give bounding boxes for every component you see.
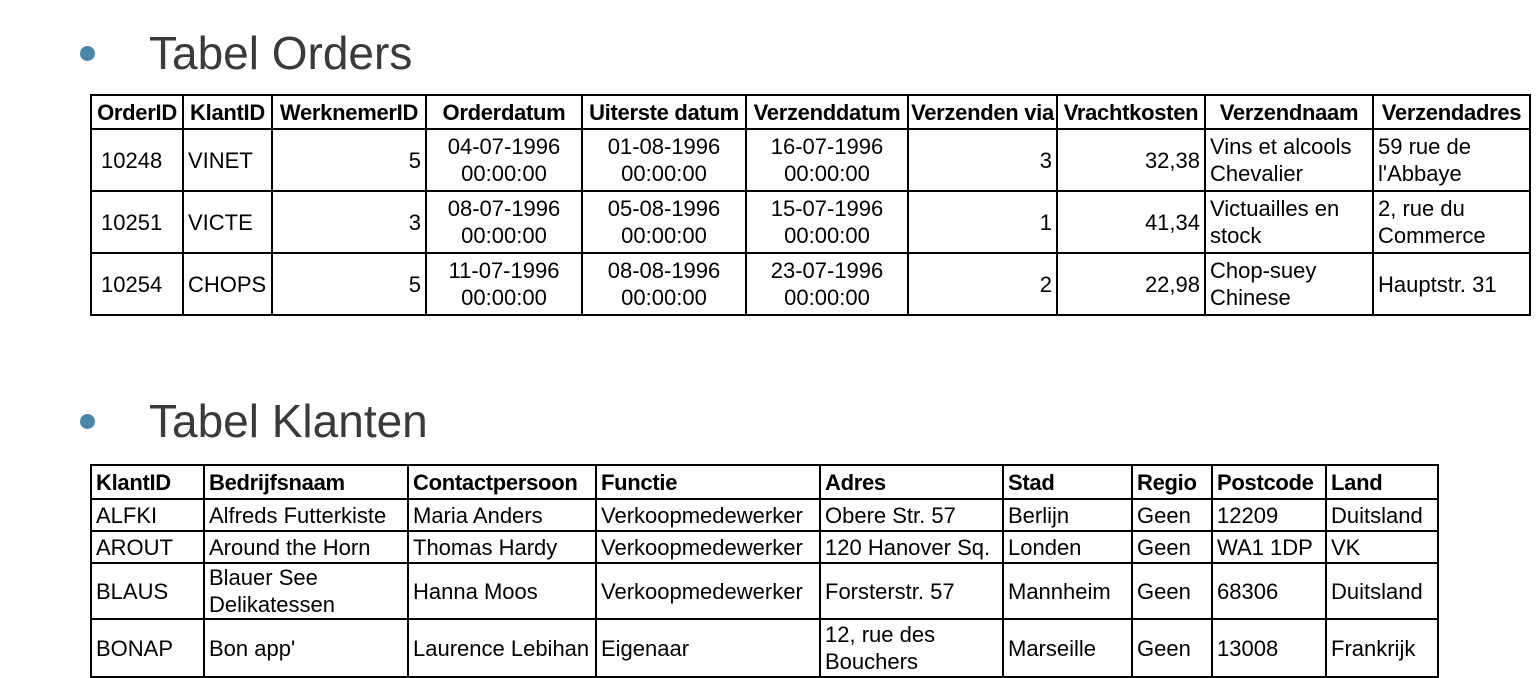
date-part: 04-07-1996 xyxy=(447,134,561,159)
cell-orderdatum xyxy=(426,253,582,315)
cell-land: Duitsland xyxy=(1326,563,1438,619)
cell-uiterste-datum xyxy=(582,253,746,315)
date-part: 05-08-1996 xyxy=(607,196,721,221)
date-part: 01-08-1996 xyxy=(607,134,721,159)
orders-table xyxy=(90,94,1531,316)
cell-verzendnaam: Victuailles en stock xyxy=(1205,191,1373,253)
col-header: Vrachtkosten xyxy=(1057,95,1205,129)
cell-order-id: 10248 xyxy=(91,129,183,191)
cell-vrachtkosten: 41,34 xyxy=(1057,191,1205,253)
cell-regio: Geen xyxy=(1132,499,1212,531)
cell-stad: Londen xyxy=(1003,531,1132,563)
cell-functie: Verkoopmedewerker xyxy=(596,563,820,619)
time-part: 00:00:00 xyxy=(461,223,547,248)
date-part: 08-08-1996 xyxy=(607,258,721,283)
cell-functie: Eigenaar xyxy=(596,619,820,677)
cell-werknemer-id: 5 xyxy=(272,129,426,191)
col-header: Orderdatum xyxy=(426,95,582,129)
cell-stad: Mannheim xyxy=(1003,563,1132,619)
cell-verzenden-via: 1 xyxy=(908,191,1057,253)
cell-werknemer-id: 5 xyxy=(272,253,426,315)
time-part: 00:00:00 xyxy=(784,223,870,248)
cell-verzenddatum xyxy=(746,191,908,253)
time-part: 00:00:00 xyxy=(621,285,707,310)
cell-bedrijfsnaam: Bon app' xyxy=(204,619,408,677)
cell-vrachtkosten: 22,98 xyxy=(1057,253,1205,315)
cell-klant-id: CHOPS xyxy=(183,253,272,315)
cell-contactpersoon: Thomas Hardy xyxy=(408,531,596,563)
time-part: 00:00:00 xyxy=(461,161,547,186)
date-part: 16-07-1996 xyxy=(770,134,884,159)
cell-contactpersoon: Hanna Moos xyxy=(408,563,596,619)
cell-land: VK xyxy=(1326,531,1438,563)
table-row xyxy=(91,531,1438,563)
col-header: Stad xyxy=(1003,465,1132,499)
col-header: Contactpersoon xyxy=(408,465,596,499)
cell-stad: Marseille xyxy=(1003,619,1132,677)
cell-bedrijfsnaam: Alfreds Futterkiste xyxy=(204,499,408,531)
cell-contactpersoon: Laurence Lebihan xyxy=(408,619,596,677)
col-header: Bedrijfsnaam xyxy=(204,465,408,499)
time-part: 00:00:00 xyxy=(461,285,547,310)
col-header: Verzenden via xyxy=(908,95,1057,129)
cell-postcode: 12209 xyxy=(1212,499,1326,531)
col-header: Adres xyxy=(820,465,1003,499)
cell-klant-id: ALFKI xyxy=(91,499,204,531)
cell-verzenddatum xyxy=(746,253,908,315)
col-header: Land xyxy=(1326,465,1438,499)
klanten-table xyxy=(90,464,1439,678)
table-row xyxy=(91,563,1438,619)
cell-land: Frankrijk xyxy=(1326,619,1438,677)
cell-klant-id: BONAP xyxy=(91,619,204,677)
bullet-icon xyxy=(80,46,95,61)
col-header: Functie xyxy=(596,465,820,499)
date-part: 11-07-1996 xyxy=(448,258,560,283)
cell-uiterste-datum xyxy=(582,129,746,191)
cell-verzendnaam: Chop-suey Chinese xyxy=(1205,253,1373,315)
orders-header-row xyxy=(91,95,1530,129)
cell-verzenden-via: 2 xyxy=(908,253,1057,315)
table-row xyxy=(91,253,1530,315)
cell-functie: Verkoopmedewerker xyxy=(596,531,820,563)
col-header: OrderID xyxy=(91,95,183,129)
cell-werknemer-id: 3 xyxy=(272,191,426,253)
cell-uiterste-datum xyxy=(582,191,746,253)
cell-verzendadres: 59 rue de l'Abbaye xyxy=(1373,129,1530,191)
cell-vrachtkosten: 32,38 xyxy=(1057,129,1205,191)
col-header: WerknemerID xyxy=(272,95,426,129)
cell-orderdatum xyxy=(426,129,582,191)
table-row xyxy=(91,619,1438,677)
heading-klanten-text: Tabel Klanten xyxy=(149,395,428,447)
cell-klant-id: VINET xyxy=(183,129,272,191)
cell-orderdatum xyxy=(426,191,582,253)
bullet-icon xyxy=(80,414,95,429)
cell-regio: Geen xyxy=(1132,619,1212,677)
time-part: 00:00:00 xyxy=(784,161,870,186)
cell-postcode: WA1 1DP xyxy=(1212,531,1326,563)
cell-adres: Obere Str. 57 xyxy=(820,499,1003,531)
cell-klant-id: BLAUS xyxy=(91,563,204,619)
cell-verzendadres: Hauptstr. 31 xyxy=(1373,253,1530,315)
heading-klanten xyxy=(80,395,428,447)
time-part: 00:00:00 xyxy=(784,285,870,310)
date-part: 15-07-1996 xyxy=(770,196,884,221)
cell-verzenddatum xyxy=(746,129,908,191)
klanten-header-row xyxy=(91,465,1438,499)
cell-bedrijfsnaam: Blauer See Delikatessen xyxy=(204,563,408,619)
cell-contactpersoon: Maria Anders xyxy=(408,499,596,531)
col-header: Verzendadres xyxy=(1373,95,1530,129)
table-row xyxy=(91,129,1530,191)
cell-adres: Forsterstr. 57 xyxy=(820,563,1003,619)
col-header: Verzendnaam xyxy=(1205,95,1373,129)
cell-postcode: 13008 xyxy=(1212,619,1326,677)
time-part: 00:00:00 xyxy=(621,223,707,248)
cell-verzenden-via: 3 xyxy=(908,129,1057,191)
col-header: Verzenddatum xyxy=(746,95,908,129)
cell-adres: 12, rue des Bouchers xyxy=(820,619,1003,677)
cell-order-id: 10251 xyxy=(91,191,183,253)
cell-land: Duitsland xyxy=(1326,499,1438,531)
heading-orders xyxy=(80,27,413,79)
col-header: KlantID xyxy=(183,95,272,129)
cell-stad: Berlijn xyxy=(1003,499,1132,531)
cell-verzendadres: 2, rue du Commerce xyxy=(1373,191,1530,253)
date-part: 08-07-1996 xyxy=(447,196,561,221)
table-row xyxy=(91,499,1438,531)
col-header: KlantID xyxy=(91,465,204,499)
time-part: 00:00:00 xyxy=(621,161,707,186)
cell-bedrijfsnaam: Around the Horn xyxy=(204,531,408,563)
cell-regio: Geen xyxy=(1132,563,1212,619)
cell-adres: 120 Hanover Sq. xyxy=(820,531,1003,563)
col-header: Uiterste datum xyxy=(582,95,746,129)
cell-postcode: 68306 xyxy=(1212,563,1326,619)
cell-regio: Geen xyxy=(1132,531,1212,563)
cell-functie: Verkoopmedewerker xyxy=(596,499,820,531)
col-header: Regio xyxy=(1132,465,1212,499)
table-row xyxy=(91,191,1530,253)
date-part: 23-07-1996 xyxy=(770,258,884,283)
cell-order-id: 10254 xyxy=(91,253,183,315)
col-header: Postcode xyxy=(1212,465,1326,499)
heading-orders-text: Tabel Orders xyxy=(149,27,413,79)
cell-verzendnaam: Vins et alcools Chevalier xyxy=(1205,129,1373,191)
cell-klant-id: AROUT xyxy=(91,531,204,563)
cell-klant-id: VICTE xyxy=(183,191,272,253)
